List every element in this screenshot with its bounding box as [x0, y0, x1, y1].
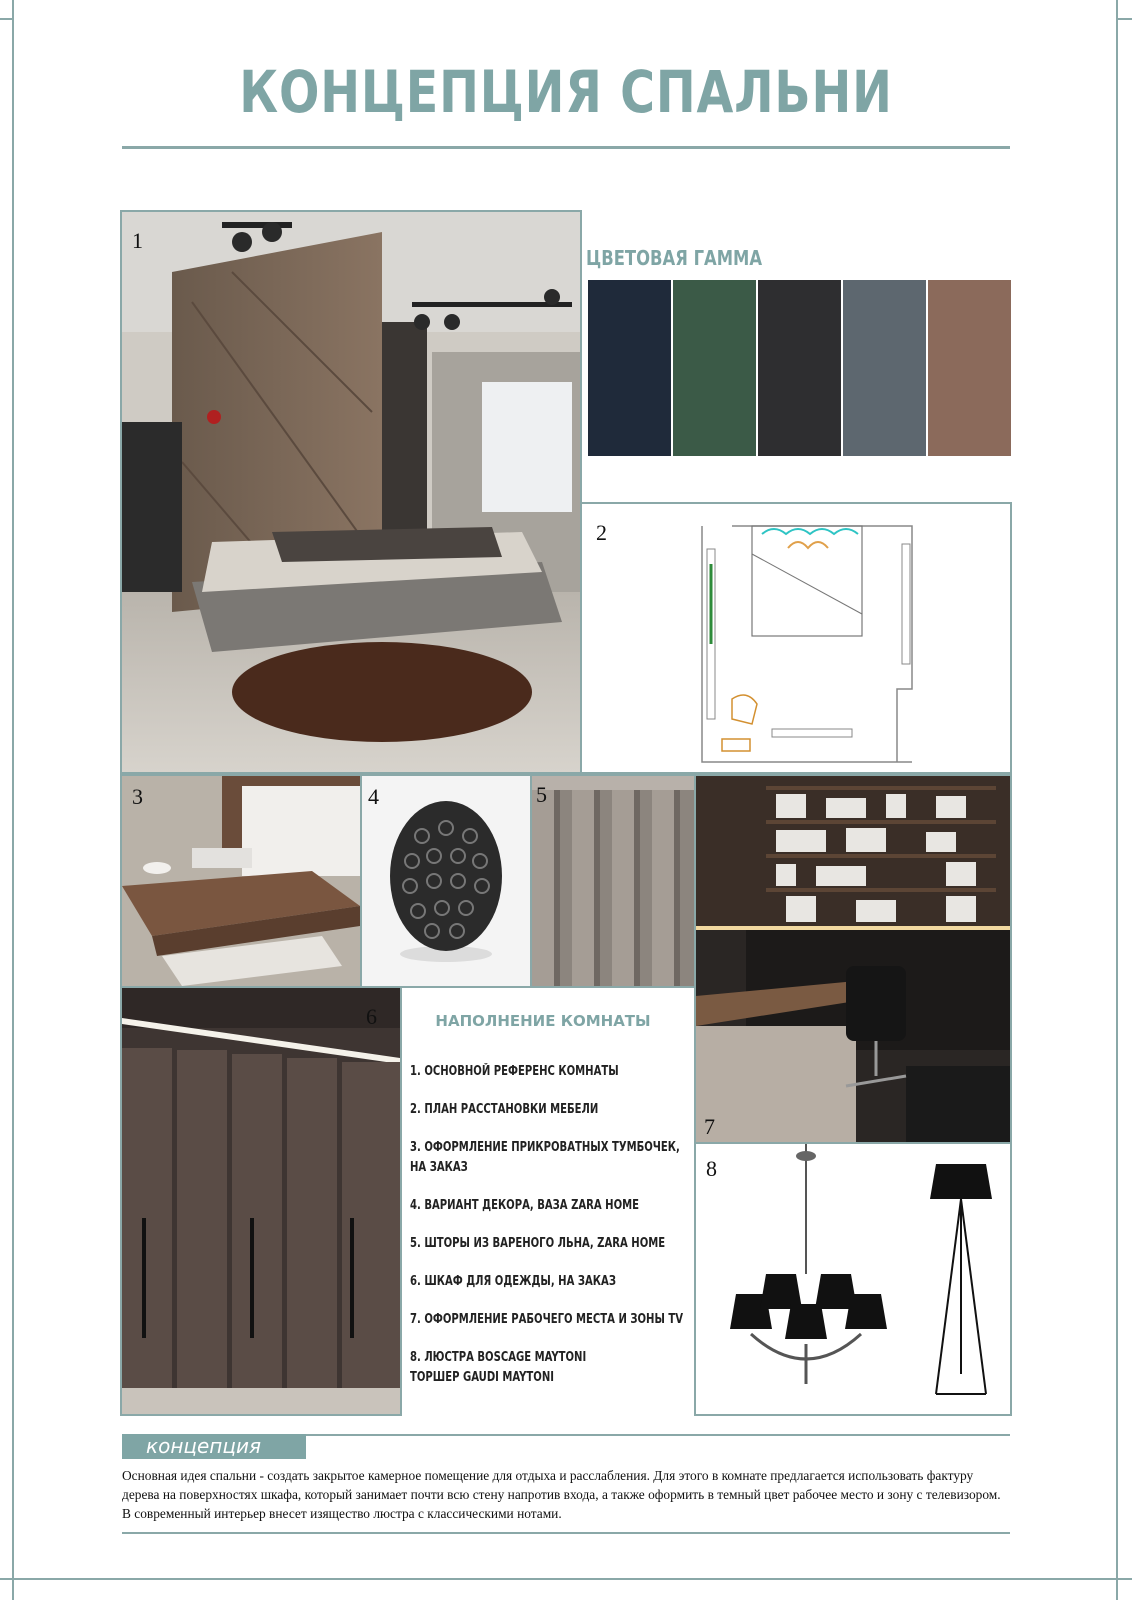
list-item: 6. ШКАФ ДЛЯ ОДЕЖДЫ, НА ЗАКАЗ	[410, 1274, 616, 1289]
floor-plan-image	[580, 502, 1012, 774]
frame-right	[1116, 0, 1118, 1600]
list-item: 3. ОФОРМЛЕНИЕ ПРИКРОВАТНЫХ ТУМБОЧЕК, НА ЗАКАЗ	[410, 1140, 680, 1175]
list-item: 1. ОСНОВНОЙ РЕФЕРЕНС КОМНАТЫ	[410, 1064, 619, 1079]
bedroom-illustration	[122, 212, 580, 772]
frame-left	[12, 0, 14, 1600]
bedroom-reference-image	[120, 210, 582, 774]
vase-image	[360, 774, 532, 988]
panel-number-7: 7	[704, 1114, 715, 1139]
curtain-image	[530, 774, 696, 988]
list-item: 4. ВАРИАНТ ДЕКОРА, ВАЗА ZARA HOME	[410, 1198, 640, 1213]
color-swatch-slate	[843, 280, 926, 456]
wardrobe-illustration	[122, 988, 400, 1414]
color-swatch-green	[673, 280, 756, 456]
palette-title: ЦВЕТОВАЯ ГАММА	[586, 246, 763, 270]
lighting-image	[694, 1142, 1012, 1416]
panel-number-4: 4	[368, 784, 379, 809]
panel-number-1: 1	[132, 228, 143, 253]
frame-top-right	[1116, 18, 1132, 20]
frame-top-left	[0, 18, 14, 20]
workspace-illustration	[696, 776, 1010, 1142]
nightstand-illustration	[122, 776, 360, 986]
concept-top-rule	[306, 1434, 1010, 1436]
list-item: 8. ЛЮСТРА BOSCAGE MAYTONI ТОРШЕР GAUDI MAYTONI	[410, 1350, 587, 1385]
contents-list	[410, 1062, 690, 1406]
concept-label: концепция	[122, 1434, 306, 1459]
panel-number-8: 8	[706, 1156, 717, 1181]
panel-number-2: 2	[596, 520, 607, 545]
concept-text: Основная идея спальни - создать закрытое камерное помещение для отдыха и расслабления. Для этого в комнате предлагается использовать фактуру дерева на поверхностях шкафа, который занимает почти всю стену напротив входа, а также оформить в темный цвет рабочее место и зону с телевизором. В современный интерьер внесет изящество люстра с классическими нотами.	[122, 1468, 1001, 1521]
nightstand-image	[120, 774, 362, 988]
lighting-illustration	[696, 1144, 1010, 1414]
vase-illustration	[362, 776, 530, 986]
color-swatch-brown	[928, 280, 1011, 456]
color-swatch-charcoal	[758, 280, 841, 456]
workspace-image	[694, 774, 1012, 1144]
list-item: 5. ШТОРЫ ИЗ ВАРЕНОГО ЛЬНА, ZARA HOME	[410, 1236, 666, 1251]
list-item: 7. ОФОРМЛЕНИЕ РАБОЧЕГО МЕСТА И ЗОНЫ TV	[410, 1312, 684, 1327]
panel-number-6: 6	[366, 1004, 377, 1029]
frame-bottom	[0, 1578, 1132, 1580]
page-title: КОНЦЕПЦИЯ СПАЛЬНИ	[239, 58, 893, 126]
title-underline	[122, 146, 1010, 149]
concept-bottom-rule	[122, 1532, 1010, 1534]
color-swatch-navy	[588, 280, 671, 456]
list-item: 2. ПЛАН РАССТАНОВКИ МЕБЕЛИ	[410, 1102, 599, 1117]
floor-plan-sketch	[582, 504, 1010, 772]
wardrobe-image	[120, 986, 402, 1416]
contents-title: НАПОЛНЕНИЕ КОМНАТЫ	[435, 1012, 651, 1030]
curtain-illustration	[532, 776, 694, 986]
panel-number-5: 5	[536, 782, 547, 807]
panel-number-3: 3	[132, 784, 143, 809]
